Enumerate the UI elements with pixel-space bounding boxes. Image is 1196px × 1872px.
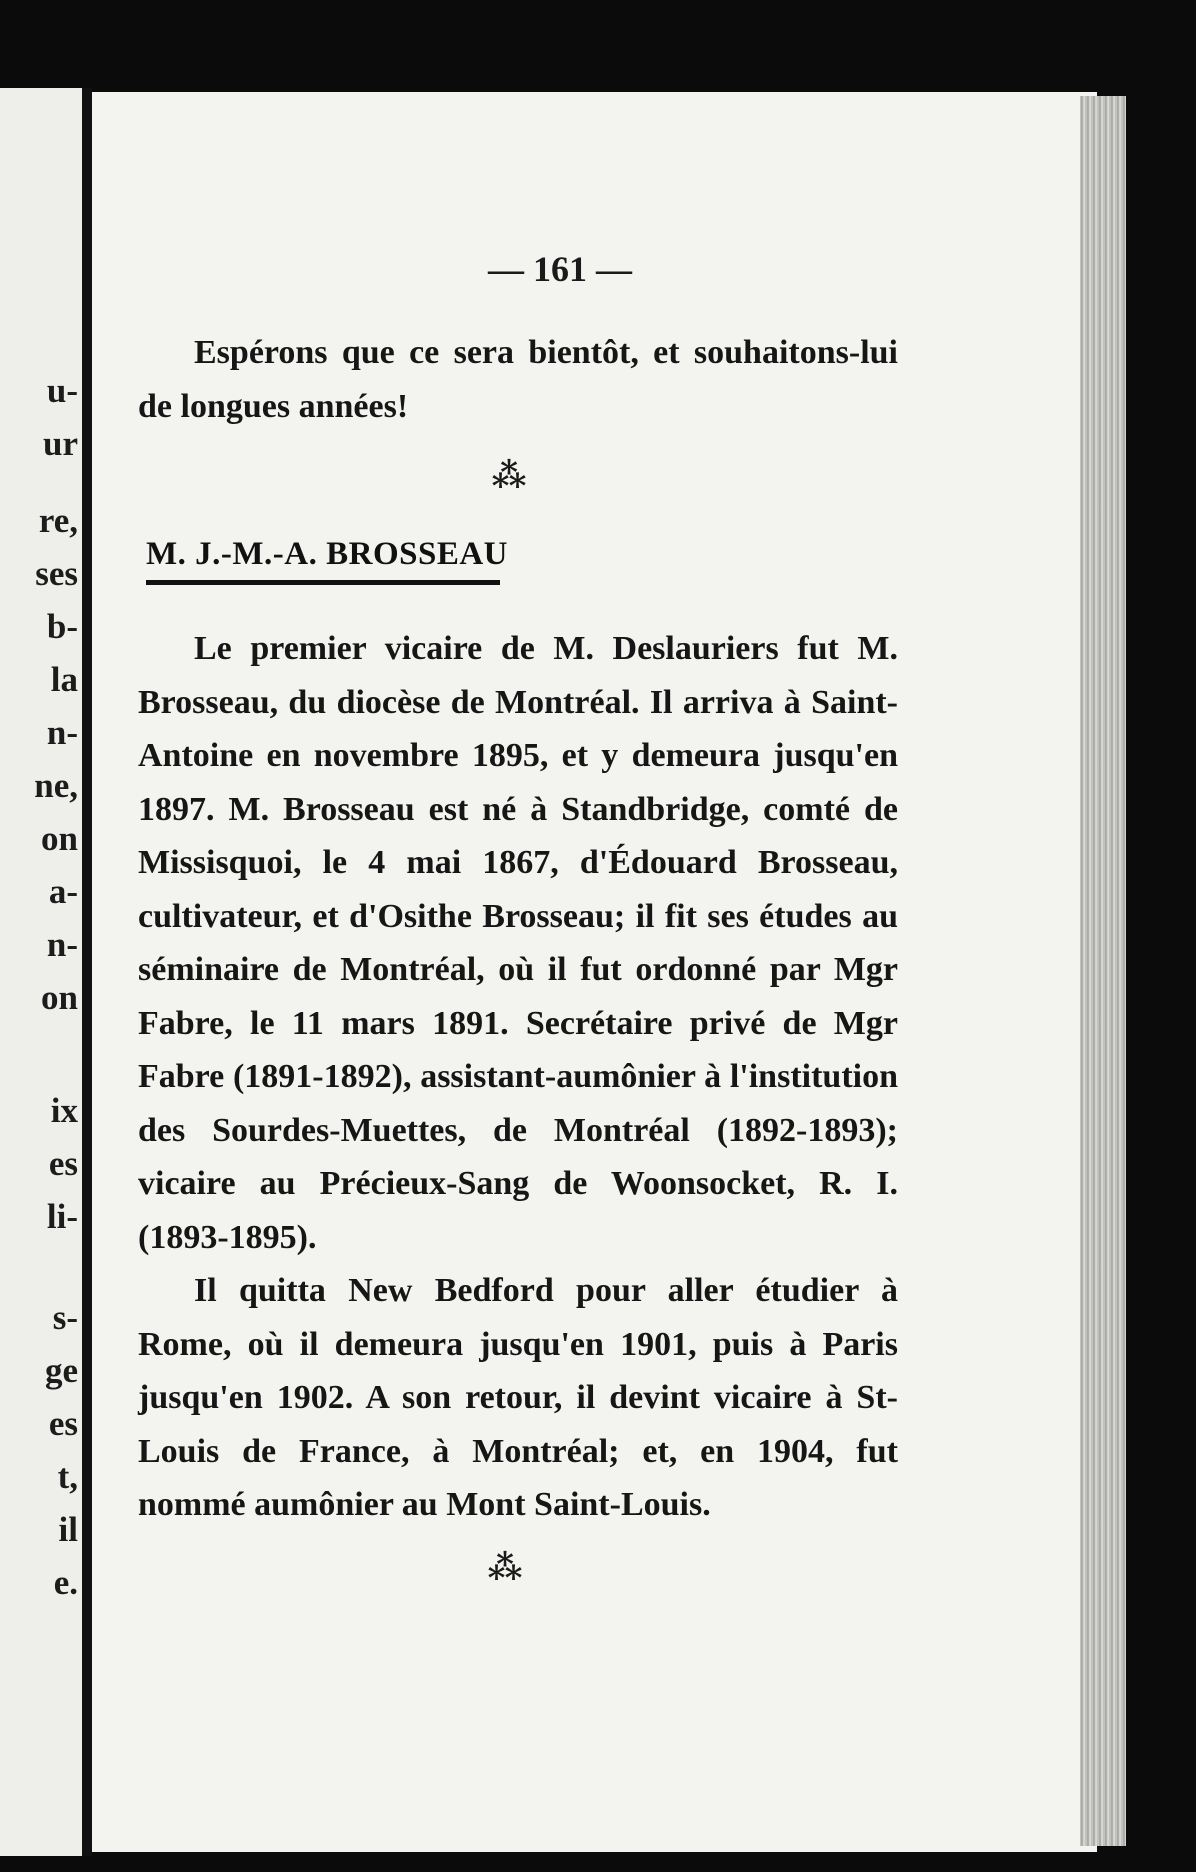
facing-page-fragment: ne, xyxy=(34,766,78,805)
facing-page-fragment: la xyxy=(50,660,78,699)
facing-page-fragment: u- xyxy=(46,371,78,410)
opening-paragraph: Espérons que ce sera bientôt, et souhaitons-lui de longues années! xyxy=(138,334,898,425)
facing-page-fragment: n- xyxy=(46,925,78,964)
paragraph: Il quitta New Bedford pour aller étudier à Rome, où il demeura jusqu'en 1901, puis à Paris jusqu'en 1902. A son retour, il devint vicaire à St-Louis de France, à Montréal; et, en 1904, fut nommé aumônier au Mont Saint-Louis. xyxy=(138,1272,898,1523)
facing-page-fragment: b- xyxy=(46,607,78,646)
facing-page-fragment: il xyxy=(58,1510,78,1549)
facing-page-fragment: t, xyxy=(57,1457,78,1496)
page-number: — 161 — xyxy=(488,249,632,289)
heading-underline xyxy=(146,580,500,585)
facing-page-fragment: s- xyxy=(52,1298,78,1337)
facing-page-fragment: es xyxy=(48,1144,78,1183)
facing-page-edge xyxy=(0,88,82,1856)
paragraph: Le premier vicaire de M. Deslauriers fut M. Brosseau, du diocèse de Montréal. Il arriva à Saint-Antoine en novembre 1895, et y demeura jusqu'en 1897. M. Brosseau est né à Standbridge, comté de Missisquoi, le 4 mai 1867, d'Édouard Brosseau, cultivateur, et d'Osithe Brosseau; il fit ses études au séminaire de Montréal, où il fut ordonné par Mgr Fabre, le 11 mars 1891. Secrétaire privé de Mgr Fabre (1891-1892), assistant-aumônier à l'institution des Sourdes-Muettes, de Montréal (1892-1893); vicaire au Précieux-Sang de Woonsocket, R. I. (1893-1895). xyxy=(138,630,898,1256)
body-text xyxy=(138,622,898,1532)
facing-page-fragment: ses xyxy=(35,554,78,593)
facing-page-fragment: es xyxy=(48,1404,78,1443)
facing-page-fragment: ix xyxy=(50,1091,78,1130)
asterism-divider: ⁂ xyxy=(487,1550,525,1587)
facing-page-fragment: on xyxy=(41,819,78,858)
facing-page-fragment: li- xyxy=(46,1197,78,1236)
facing-page-fragment: e. xyxy=(53,1563,78,1602)
page-stack-edge xyxy=(1080,96,1126,1846)
facing-page-fragment: ur xyxy=(43,424,78,463)
page-gutter xyxy=(82,88,92,1856)
facing-page-fragment: on xyxy=(41,978,78,1017)
section-heading: M. J.-M.-A. BROSSEAU xyxy=(146,536,508,572)
facing-page-fragment: re, xyxy=(38,501,78,540)
facing-page-fragment: n- xyxy=(46,713,78,752)
facing-page-fragment: ge xyxy=(44,1351,78,1390)
opening-paragraph-block xyxy=(138,326,898,433)
asterism-divider: ⁂ xyxy=(491,458,529,495)
facing-page-fragment: a- xyxy=(48,872,78,911)
